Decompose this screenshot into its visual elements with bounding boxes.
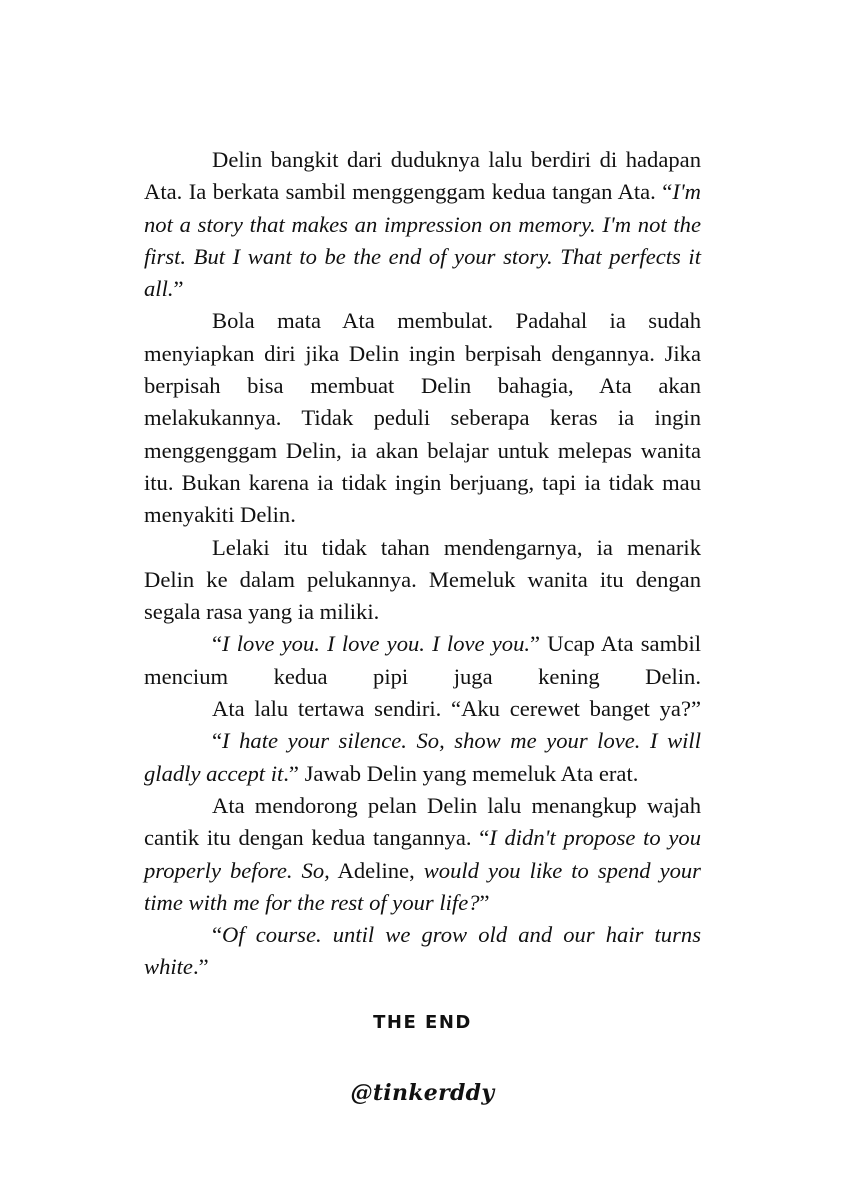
paragraph-7: Ata mendorong pelan Delin lalu menangkup wajah cantik itu dengan kedua tangannya. “I didn't propose to you properly before. So, Adeline, would you like to spend your time with me for the rest of your life?” — [144, 792, 701, 915]
story-text — [144, 144, 701, 984]
paragraph-8: “Of course. until we grow old and our hair turns white.” — [144, 922, 701, 980]
paragraph-1: Delin bangkit dari duduknya lalu berdiri di hadapan Ata. Ia berkata sambil menggenggam kedua tangan Ata. “I'm not a story that makes an impression on memory. I'm not the first. But I want to be the end of your story. That perfects it all.” — [144, 147, 701, 302]
paragraph-2: Bola mata Ata membulat. Padahal ia sudah menyiapkan diri jika Delin ingin berpisah dengannya. Jika berpisah bisa membuat Delin bahagia, Ata akan melakukannya. Tidak peduli seberapa keras ia ingin menggenggam Delin, ia akan belajar untuk melepas wanita itu. Bukan karena ia tidak ingin berjuang, tapi ia tidak mau menyakiti Delin. — [144, 308, 701, 528]
paragraph-6: “I hate your silence. So, show me your love. I will gladly accept it.” Jawab Delin yang memeluk Ata erat. — [144, 728, 701, 786]
the-end-heading: THE END — [373, 1012, 472, 1033]
paragraph-5: Ata lalu tertawa sendiri. “Aku cerewet banget ya?” — [212, 696, 701, 722]
author-signature: @tinkerddy — [350, 1080, 495, 1106]
paragraph-3: Lelaki itu tidak tahan mendengarnya, ia menarik Delin ke dalam pelukannya. Memeluk wanita itu dengan segala rasa yang ia miliki. — [144, 534, 701, 625]
paragraph-4: “I love you. I love you. I love you.” Ucap Ata sambil mencium kedua pipi juga kening Delin. — [144, 631, 701, 689]
